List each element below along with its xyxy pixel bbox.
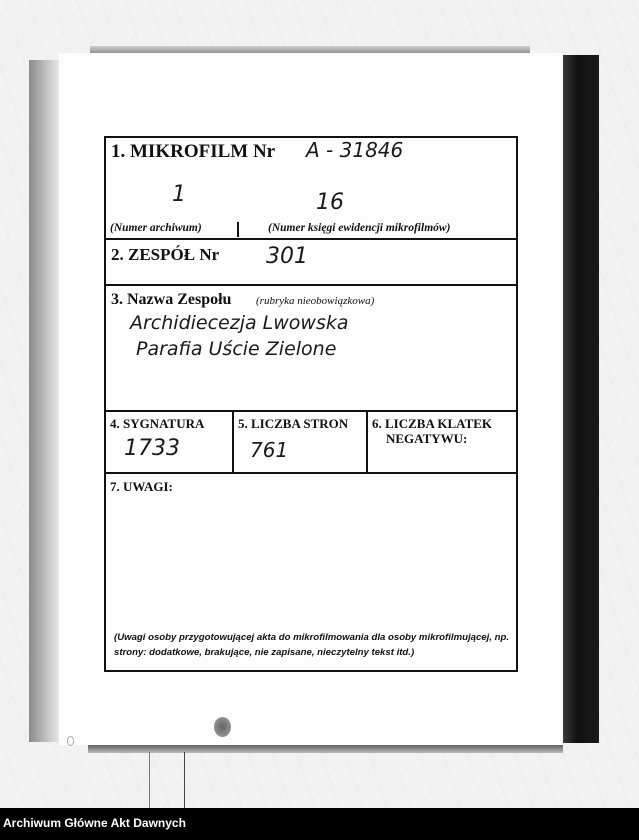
ink-stain [214, 717, 231, 737]
collection-number-label: 2. ZESPÓŁ Nr [111, 245, 220, 264]
section-collection-number [106, 240, 516, 286]
ledger-number-value: 16 [316, 190, 344, 215]
signature-label: 4. SYGNATURA [110, 416, 205, 431]
negative-frames-label-line2: NEGATYWU: [386, 431, 468, 446]
collection-name-line2: Parafia Uście Zielone [136, 338, 337, 360]
collection-name-line1: Archidiecezja Lwowska [130, 312, 349, 334]
card-shadow-right [563, 55, 599, 743]
section-signature-pages-frames [106, 412, 516, 474]
archive-number-caption: (Numer archiwum) [110, 222, 202, 234]
column-divider [366, 412, 368, 472]
section-remarks [106, 474, 516, 670]
collection-name-optional-note: (rubryka nieobowiązkowa) [256, 295, 375, 307]
scratch-line [184, 752, 185, 808]
scratch-line [149, 752, 150, 808]
collection-number-value: 301 [266, 244, 308, 269]
card-shadow-left [29, 60, 59, 742]
remarks-label: 7. UWAGI: [110, 479, 173, 494]
archive-footer-bar [0, 808, 639, 840]
negative-frames-label-line1: 6. LICZBA KLATEK [372, 416, 493, 431]
caption-divider [237, 222, 239, 237]
archive-number-value: 1 [172, 182, 186, 207]
card-shadow-bottom [88, 744, 563, 753]
column-divider [232, 412, 234, 472]
page-count-value: 761 [250, 438, 289, 462]
section-microfilm-number [106, 138, 516, 240]
ledger-number-caption: (Numer księgi ewidencji mikrofilmów) [268, 222, 451, 234]
microfilm-form [104, 136, 518, 672]
section-collection-name [106, 286, 516, 412]
archive-watermark: Archiwum Główne Akt Dawnych [3, 816, 186, 830]
signature-value: 1733 [124, 436, 180, 461]
collection-name-label: 3. Nazwa Zespołu [111, 291, 232, 308]
microfilm-number-label: 1. MIKROFILM Nr [111, 141, 276, 162]
microfilm-number-value: A - 31846 [306, 138, 404, 162]
ink-stain-small [67, 736, 74, 746]
page-count-label: 5. LICZBA STRON [238, 416, 349, 431]
remarks-instructions: (Uwagi osoby przygotowującej akta do mikrofilmowania dla osoby mikrofilmującej, np. strony: dodatkowe, brakujące, nie zapisane, nieczytelny tekst itd.) [114, 632, 510, 658]
